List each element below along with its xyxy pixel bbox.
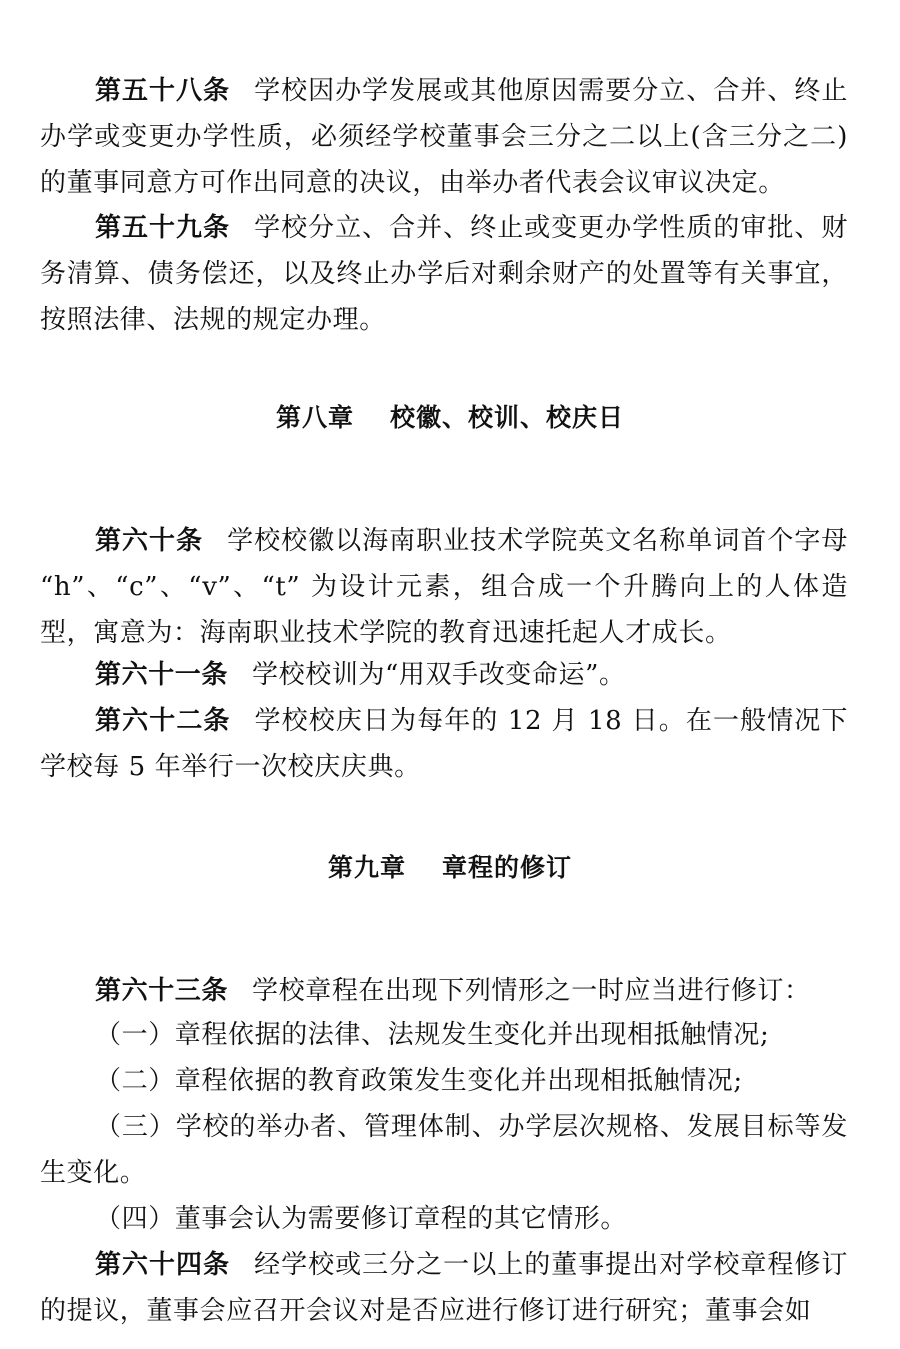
article-label: 第五十九条 <box>95 213 231 243</box>
article-text: 学校校徽以海南职业技术学院英文名称单词首个字母 “h”、“c”、“v”、“t” 为设计元素，组合成一个升腾向上的人体造型，寓意为：海南职业技术学院的教育迅速托起人才成长。 <box>40 526 848 648</box>
article-label: 第五十八条 <box>95 76 231 106</box>
article-text: 学校校训为“用双手改变命运”。 <box>252 660 626 690</box>
chapter-title: 校徽、校训、校庆日 <box>390 403 625 432</box>
article-label: 第六十四条 <box>95 1250 231 1280</box>
chapter-number: 第八章 <box>275 403 354 432</box>
article-59 <box>40 205 848 343</box>
chapter-9-heading <box>0 848 900 888</box>
article-text: 学校章程在出现下列情形之一时应当进行修订： <box>252 976 811 1006</box>
article-label: 第六十三条 <box>95 976 229 1006</box>
article-text: 学校校庆日为每年的 12 月 18 日。在一般情况下学校每 5 年举行一次校庆庆典。 <box>40 706 848 782</box>
list-item-text: （二）章程依据的教育政策发生变化并出现相抵触情况; <box>95 1066 743 1096</box>
list-item-2 <box>40 1058 848 1104</box>
article-text: 学校分立、合并、终止或变更办学性质的审批、财务清算、债务偿还，以及终止办学后对剩余财产的处置等有关事宜，按照法律、法规的规定办理。 <box>40 213 848 335</box>
chapter-title: 章程的修订 <box>442 853 573 882</box>
list-item-4 <box>40 1196 848 1242</box>
article-58 <box>40 68 848 206</box>
list-item-text: （三）学校的举办者、管理体制、办学层次规格、发展目标等发生变化。 <box>40 1112 848 1188</box>
article-61 <box>40 652 848 698</box>
list-item-3 <box>40 1104 848 1196</box>
article-64 <box>40 1242 848 1334</box>
article-62 <box>40 698 848 790</box>
article-text: 学校因办学发展或其他原因需要分立、合并、终止办学或变更办学性质，必须经学校董事会三分之二以上(含三分之二)的董事同意方可作出同意的决议，由举办者代表会议审议决定。 <box>40 76 848 198</box>
article-63 <box>40 968 848 1014</box>
list-item-1 <box>40 1012 848 1058</box>
article-60 <box>40 518 848 656</box>
chapter-number: 第九章 <box>327 853 406 882</box>
chapter-8-heading <box>0 398 900 438</box>
list-item-text: （四）董事会认为需要修订章程的其它情形。 <box>95 1204 628 1234</box>
article-label: 第六十条 <box>95 526 204 556</box>
list-item-text: （一）章程依据的法律、法规发生变化并出现相抵触情况; <box>95 1020 770 1050</box>
article-label: 第六十二条 <box>95 706 231 736</box>
article-label: 第六十一条 <box>95 660 229 690</box>
article-text: 经学校或三分之一以上的董事提出对学校章程修订的提议，董事会应召开会议对是否应进行修订进行研究；董事会如 <box>40 1250 848 1326</box>
